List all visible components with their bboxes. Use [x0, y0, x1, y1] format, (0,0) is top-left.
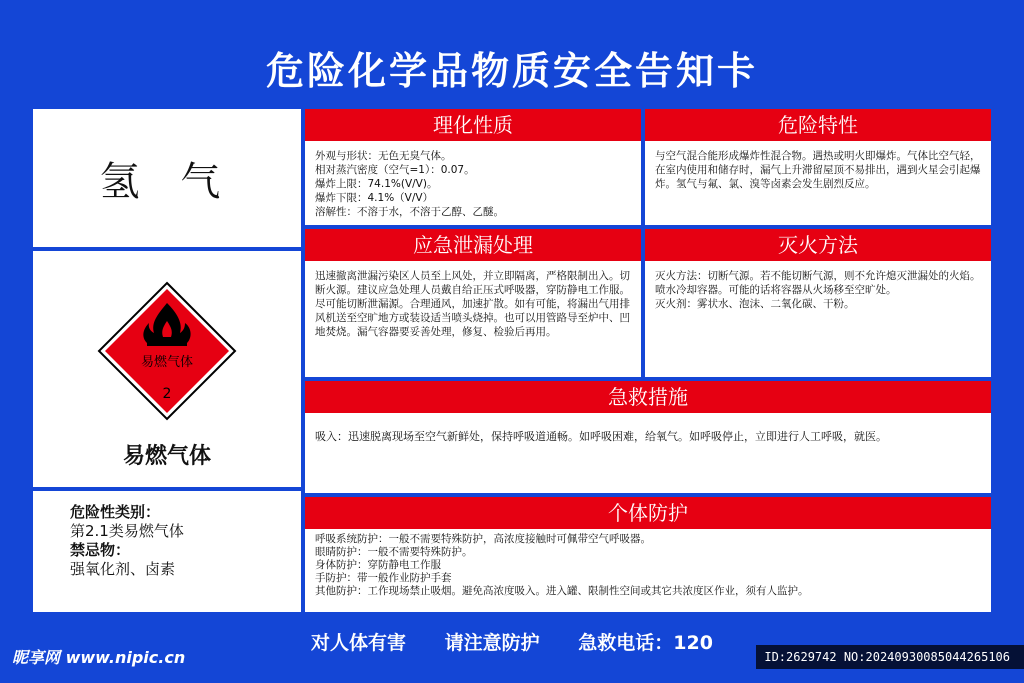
physchem-line: 爆炸上限：74.1%(V/V)。 — [315, 178, 438, 190]
physchem-body — [305, 141, 641, 225]
protection-heading: 个体防护 — [305, 497, 991, 529]
firstaid-body — [305, 413, 991, 493]
hazard-sign-label: 易燃气体 — [122, 443, 211, 469]
leak-heading: 应急泄漏处理 — [305, 229, 641, 261]
hazard-sign-cell — [33, 251, 301, 487]
diamond-text: 易燃气体 — [140, 355, 194, 370]
class-number: 2 — [162, 386, 172, 402]
leak-body — [305, 261, 641, 377]
protection-line: 其他防护：工作现场禁止吸烟。避免高浓度吸入。进入罐、限制性空间或其它共浓度区作业，须有人监护。 — [315, 585, 809, 597]
protection-line: 身体防护：穿防静电工作服 — [315, 559, 441, 571]
hazard-body — [645, 141, 991, 225]
protection-line: 呼吸系统防护：一般不需要特殊防护，高浓度接触时可佩带空气呼吸器。 — [315, 533, 651, 545]
category-cell — [33, 491, 301, 612]
fire-body — [645, 261, 991, 377]
safety-card — [33, 109, 991, 612]
flammable-gas-diamond-icon — [97, 281, 237, 421]
hazard-category-value: 第2.1类易燃气体 — [70, 522, 184, 540]
leak-text: 迅速撤离泄漏污染区人员至上风处，并立即隔离，严格限制出入。切断火源。建议应急处理人员戴自给正压式呼吸器，穿防静电工作服。尽可能切断泄漏源。合理通风，加速扩散。如有可能，将漏出气用排风机送至空旷地方或装设适当喷头烧掉。也可以用管路导至炉中、凹地焚烧。漏气容器要妥善处理，修复、检验后再用。 — [315, 270, 630, 338]
physchem-heading: 理化性质 — [305, 109, 641, 141]
hazard-heading: 危险特性 — [645, 109, 991, 141]
hazard-text: 与空气混合能形成爆炸性混合物。遇热或明火即爆炸。气体比空气轻，在室内使用和储存时，漏气上升滞留屋顶不易排出，遇到火星会引起爆炸。氢气与氟、氯、溴等卤素会发生剧烈反应。 — [655, 150, 981, 190]
protection-line: 手防护：带一般作业防护手套 — [315, 572, 452, 584]
hazard-category-heading: 危险性类别： — [70, 503, 161, 521]
protection-line: 眼睛防护：一般不需要特殊防护。 — [315, 546, 473, 558]
firstaid-heading: 急救措施 — [305, 381, 991, 413]
footer-phone: 急救电话：120 — [578, 632, 713, 654]
fire-heading: 灭火方法 — [645, 229, 991, 261]
fire-agents: 灭火剂：雾状水、泡沫、二氧化碳、干粉。 — [655, 298, 855, 310]
fire-text: 灭火方法：切断气源。若不能切断气源，则不允许熄灭泄漏处的火焰。喷水冷却容器。可能的话将容器从火场移至空旷处。 — [655, 270, 981, 296]
substance-name: 氢 气 — [99, 158, 235, 205]
footer-notice: 请注意防护 — [444, 632, 540, 654]
physchem-line: 外观与形状：无色无臭气体。 — [315, 150, 452, 162]
physchem-line: 溶解性：不溶于水，不溶于乙醇、乙醚。 — [315, 206, 504, 218]
watermark-id: ID:2629742 NO:20240930085044265106 — [756, 645, 1024, 669]
physchem-line: 爆炸下限：4.1%（V/V） — [315, 192, 434, 204]
watermark-site: 昵享网 www.nipic.cn — [12, 648, 186, 667]
footer-warning: 对人体有害 — [311, 632, 407, 654]
taboo-value: 强氧化剂、卤素 — [70, 560, 176, 578]
page-title: 危险化学品物质安全告知卡 — [265, 49, 758, 93]
substance-name-cell — [33, 109, 301, 247]
firstaid-text: 吸入：迅速脱离现场至空气新鲜处，保持呼吸道通畅。如呼吸困难，给氧气。如呼吸停止，立即进行人工呼吸，就医。 — [315, 430, 887, 443]
protection-body — [305, 529, 991, 612]
taboo-heading: 禁忌物： — [70, 541, 131, 559]
physchem-line: 相对蒸汽密度（空气=1）：0.07。 — [315, 164, 475, 176]
